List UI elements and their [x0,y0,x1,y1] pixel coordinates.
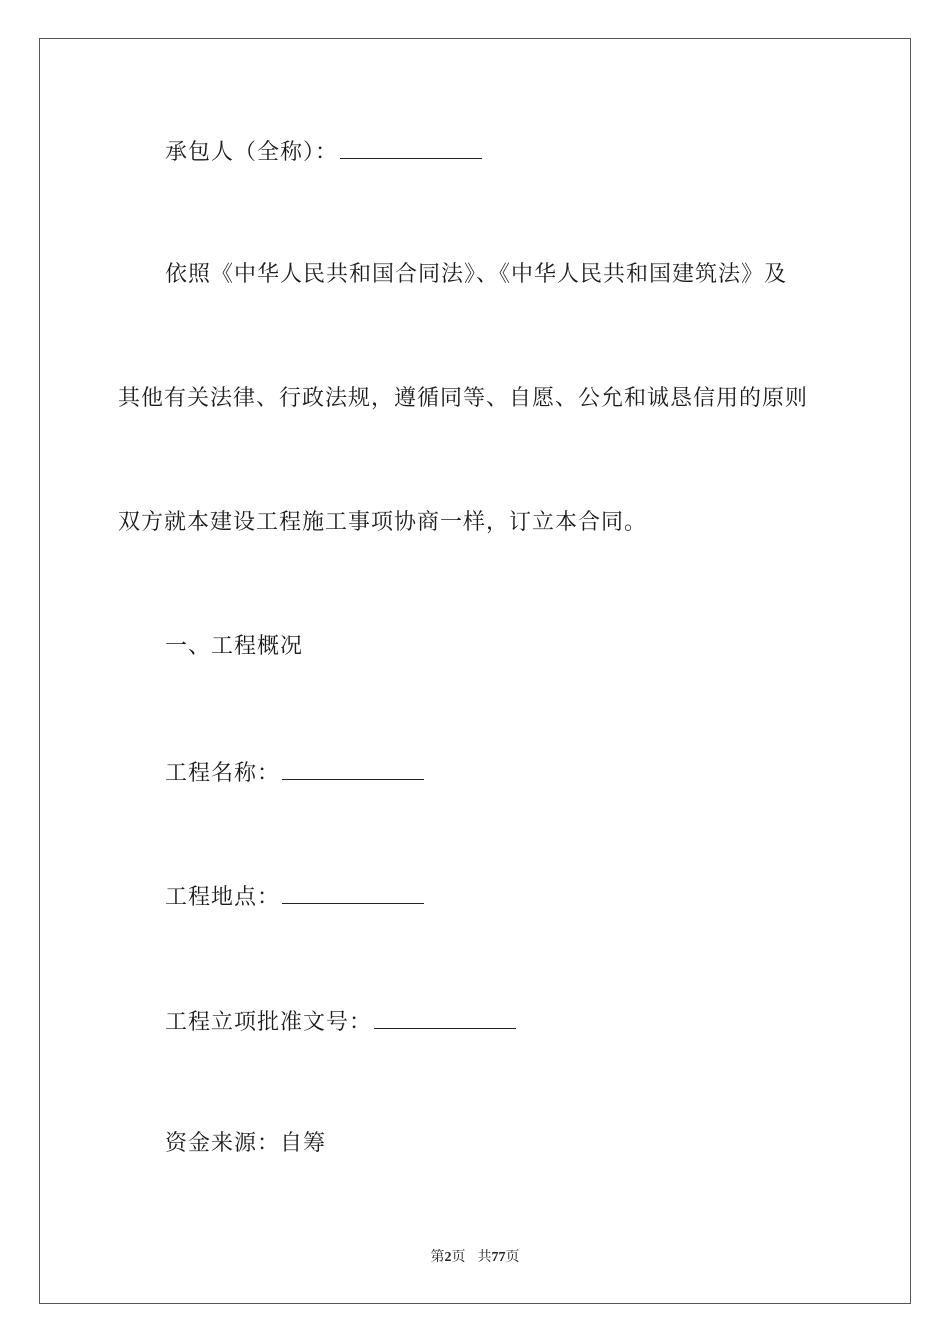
project-name-line [165,757,424,789]
approval-number-label: 工程立项批准文号： [165,1010,373,1035]
page-prefix: 第 [430,1250,445,1265]
page-footer [0,1246,950,1266]
contractor-blank [340,136,482,159]
fund-source-text: 资金来源：自筹 [165,1131,327,1156]
fund-source-line [165,1129,326,1159]
total-prefix: 共 [477,1250,492,1265]
project-location-line [165,881,424,913]
total-suffix: 页 [505,1250,520,1265]
paragraph-line-3 [118,508,647,538]
page-number: 2 [444,1250,452,1265]
approval-number-blank [374,1006,516,1029]
total-pages: 77 [491,1250,506,1265]
paragraph-line-2 [118,384,808,414]
paragraph-line-1 [165,260,787,290]
page-frame [39,38,911,1304]
paragraph-text-2: 其他有关法律、行政法规，遵循同等、自愿、公允和诚恳信用的原则 [118,386,809,411]
section-heading [165,632,303,662]
project-name-blank [282,757,424,780]
project-location-label: 工程地点： [165,885,281,910]
project-location-blank [282,881,424,904]
contractor-label: 承包人（全称）： [165,140,339,165]
paragraph-text-3: 双方就本建设工程施工事项协商一样，订立本合同。 [118,510,648,535]
contractor-line [165,136,482,168]
approval-number-line [165,1006,516,1038]
paragraph-text-1: 依照《中华人民共和国合同法》、《中华人民共和国建筑法》及 [165,262,788,287]
project-name-label: 工程名称： [165,761,281,786]
page-suffix: 页 [451,1250,466,1265]
section-heading-text: 一、工程概况 [165,634,304,659]
